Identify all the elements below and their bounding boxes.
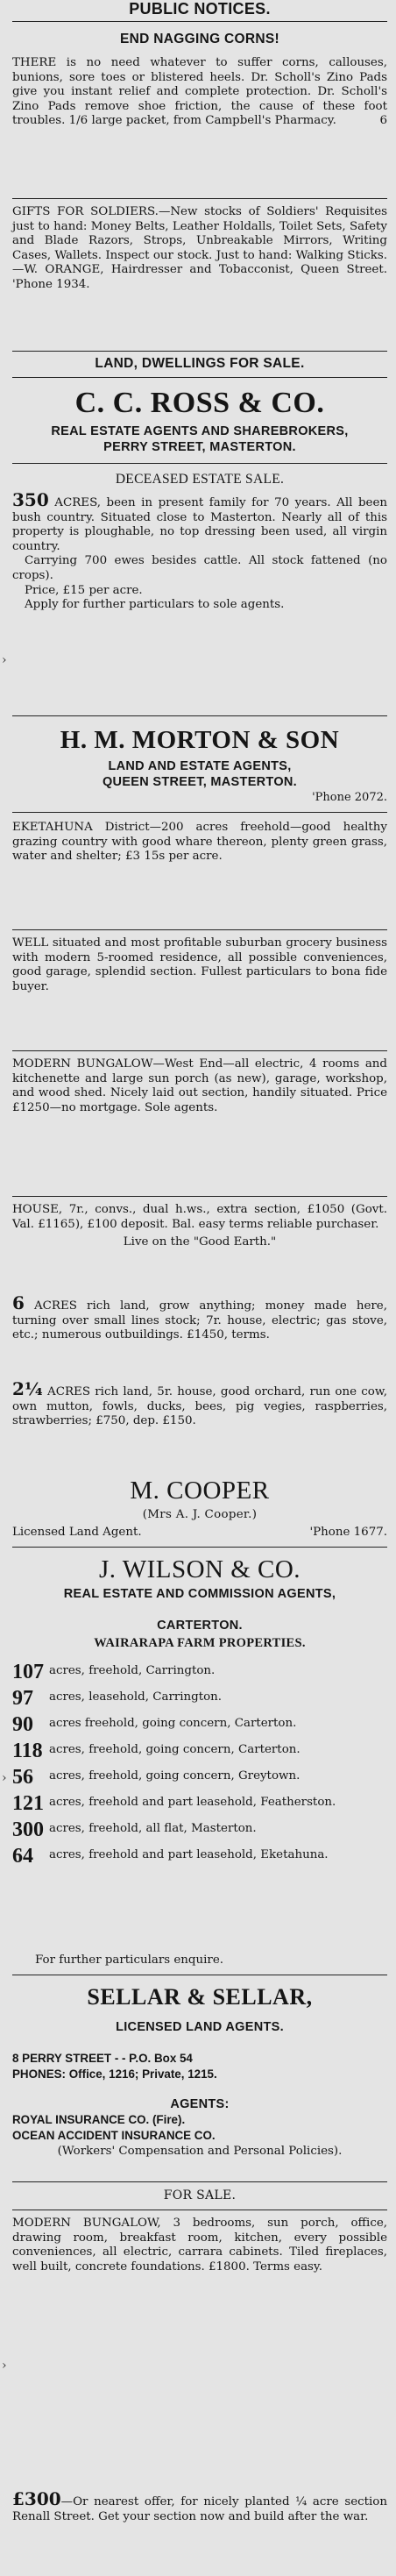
farm-acres: 97 bbox=[12, 1687, 33, 1710]
ross-price: Price, £15 per acre. bbox=[25, 583, 143, 597]
sellar-agent-ocean: OCEAN ACCIDENT INSURANCE CO. bbox=[12, 2129, 216, 2142]
morton-advert-1 bbox=[12, 821, 387, 865]
sellar-advert-2 bbox=[12, 2488, 387, 2524]
farm-listing bbox=[12, 1766, 387, 1789]
morton-ad2-text: WELL situated and most profitable suburban grocery business with modern 5-roomed residence, all possible conveniences, good garage, splendid section. Fullest particulars to bona fide buyer. bbox=[12, 936, 387, 993]
wilson-town: CARTERTON. bbox=[157, 1619, 243, 1633]
morton-address: QUEEN STREET, MASTERTON. bbox=[102, 775, 298, 789]
sellar-subtitle: LICENSED LAND AGENTS. bbox=[116, 2020, 284, 2034]
wilson-farm-heading: WAIRARAPA FARM PROPERTIES. bbox=[94, 1636, 306, 1650]
farm-acres: 56 bbox=[12, 1766, 33, 1789]
sellar-phones: PHONES: Office, 1216; Private, 1215. bbox=[12, 2067, 217, 2081]
cooper-name: M. COOPER bbox=[130, 1477, 270, 1505]
farm-acres: 90 bbox=[12, 1713, 33, 1736]
farm-acres: 300 bbox=[12, 1818, 44, 1841]
divider bbox=[12, 1196, 387, 1197]
wilson-subtitle: REAL ESTATE AND COMMISSION AGENTS, bbox=[63, 1587, 336, 1601]
ross-acres: 350 bbox=[12, 489, 49, 510]
cooper-ad2-num: 6 bbox=[12, 1292, 25, 1313]
farm-acres: 64 bbox=[12, 1845, 33, 1868]
gifts-advert bbox=[12, 205, 387, 293]
corns-heading: END NAGGING CORNS! bbox=[120, 32, 279, 46]
farm-listing bbox=[12, 1687, 387, 1710]
sellar-ad1-text: MODERN BUNGALOW, 3 bedrooms, sun porch, office, drawing room, breakfast room, kitchen, every possible conveniences, all electric, carrara cabinets. Tiled fireplaces, well built, concrete foundations. £1800. Terms easy. bbox=[12, 2217, 387, 2274]
ross-firm-name: C. C. ROSS & CO. bbox=[74, 387, 325, 419]
cooper-ad2-text: ACRES rich land, grow anything; money made here, turning over small lines stock; 7r. house, electric; gas stove, etc.; numerous outbuildings. £1450, terms. bbox=[12, 1299, 387, 1342]
wilson-firm-name: J. WILSON & CO. bbox=[98, 1555, 301, 1583]
farm-listing bbox=[12, 1818, 387, 1841]
farm-description: acres, leasehold, Carrington. bbox=[49, 1690, 223, 1704]
corns-text: THERE is no need whatever to suffer corns, callouses, bunions, sore toes or blistered heels. Dr. Scholl's Zino Pads give you instant relief and complete protection. Dr. Scholl's Zino Pads remove shoe friction, the cause of these foot troubles. 1/6 large packet, from Campbell's Pharmacy. bbox=[12, 56, 387, 128]
morton-firm-name: H. M. MORTON & SON bbox=[60, 726, 340, 754]
ross-address: PERRY STREET, MASTERTON. bbox=[103, 440, 296, 454]
cooper-ad3-num: 2¼ bbox=[12, 1378, 43, 1399]
sellar-advert-1 bbox=[12, 2217, 387, 2274]
margin-mark: › bbox=[2, 1771, 7, 1785]
sellar-address: 8 PERRY STREET - - P.O. Box 54 bbox=[12, 2052, 193, 2065]
divider bbox=[12, 1547, 387, 1548]
cooper-ad3-text: ACRES rich land, 5r. house, good orchard, run one cow, own mutton, fowls, ducks, bees, pig vegies, raspberries, strawberries; £750, dep. £150. bbox=[12, 1385, 387, 1428]
sellar-agent-royal: ROYAL INSURANCE CO. (Fire). bbox=[12, 2113, 186, 2126]
cooper-phone: 'Phone 1677. bbox=[309, 1526, 387, 1539]
divider bbox=[12, 21, 387, 22]
cooper-signature bbox=[12, 1526, 387, 1541]
wilson-farm-list bbox=[12, 1661, 387, 1871]
corns-advert bbox=[12, 56, 387, 129]
morton-ad1-text: EKETAHUNA District—200 acres freehold—good healthy grazing country with good whare thereon, plenty green grass, water and shelter; £3 15s per acre. bbox=[12, 821, 387, 864]
farm-description: acres freehold, going concern, Carterton. bbox=[49, 1717, 297, 1730]
divider bbox=[12, 2181, 387, 2182]
corns-ref: 6 bbox=[379, 114, 387, 128]
cooper-advert-1 bbox=[12, 1203, 387, 1250]
farm-description: acres, freehold and part leasehold, Eketahuna. bbox=[49, 1848, 329, 1861]
sellar-for-sale: FOR SALE. bbox=[163, 2188, 237, 2202]
farm-listing bbox=[12, 1792, 387, 1815]
ross-stock: Carrying 700 ewes besides cattle. All stock fattened (no crops). bbox=[12, 554, 387, 582]
farm-acres: 118 bbox=[12, 1740, 43, 1762]
farm-acres: 121 bbox=[12, 1792, 44, 1815]
farm-description: acres, freehold, Carrington. bbox=[49, 1664, 216, 1677]
divider bbox=[12, 929, 387, 930]
cooper-advert-3 bbox=[12, 1378, 387, 1429]
morton-phone: 'Phone 2072. bbox=[312, 791, 387, 804]
morton-ad3-text: MODERN BUNGALOW—West End—all electric, 4 rooms and kitchenette and large sun porch (as new), garage, workshop, and wood shed. Nicely laid out section, handily situated. Price £1250—no mortgage. Sole agents. bbox=[12, 1057, 387, 1114]
divider bbox=[12, 1050, 387, 1051]
margin-mark: › bbox=[2, 2359, 7, 2373]
sellar-firm-name: SELLAR & SELLAR, bbox=[87, 1984, 313, 2010]
divider bbox=[12, 812, 387, 813]
ross-subtitle: REAL ESTATE AGENTS AND SHAREBROKERS, bbox=[51, 424, 349, 438]
farm-listing bbox=[12, 1713, 387, 1736]
farm-description: acres, freehold, going concern, Carterton. bbox=[49, 1743, 301, 1756]
cooper-earth-line: Live on the "Good Earth." bbox=[123, 1235, 277, 1249]
divider bbox=[12, 351, 387, 352]
divider bbox=[12, 463, 387, 464]
divider bbox=[12, 377, 387, 378]
land-section-title: LAND, DWELLINGS FOR SALE. bbox=[95, 356, 305, 371]
farm-listing bbox=[12, 1740, 387, 1762]
cooper-advert-2 bbox=[12, 1292, 387, 1343]
morton-advert-2 bbox=[12, 936, 387, 994]
ross-advert bbox=[12, 489, 387, 613]
gifts-text: GIFTS FOR SOLDIERS.—New stocks of Soldiers' Requisites just to hand: Money Belts, Leather Holdalls, Toilet Sets, Safety and Blade Razors, Strops, Unbreakable Mirrors, Writing Cases, Wallets. Inspect our stock. Just to hand: Walking Sticks.—W. ORANGE, Hairdresser and Tobacconist, Queen Street. 'Phone 1934. bbox=[12, 205, 387, 291]
cooper-licensed: Licensed Land Agent. bbox=[12, 1526, 142, 1539]
divider bbox=[12, 715, 387, 716]
sellar-agent-note: (Workers' Compensation and Personal Policies). bbox=[57, 2145, 343, 2158]
wilson-footer: For further particulars enquire. bbox=[35, 1953, 223, 1967]
farm-description: acres, freehold, going concern, Greytown. bbox=[49, 1769, 301, 1783]
cooper-ad1-text: HOUSE, 7r., convs., dual h.ws., extra section, £1050 (Govt. Val. £1165), £100 deposit. Bal. easy terms reliable purchaser. bbox=[12, 1203, 387, 1231]
margin-mark: › bbox=[2, 653, 7, 667]
sellar-ad2-price: £300 bbox=[12, 2488, 61, 2509]
cooper-person: (Mrs A. J. Cooper.) bbox=[142, 1508, 258, 1521]
farm-listing bbox=[12, 1661, 387, 1683]
public-notices-title: PUBLIC NOTICES. bbox=[129, 0, 271, 18]
farm-acres: 107 bbox=[12, 1661, 44, 1683]
sellar-ad2-text: —Or nearest offer, for nicely planted ¼ acre section Renall Street. Get your section now and build after the war. bbox=[12, 2495, 387, 2523]
morton-subtitle: LAND AND ESTATE AGENTS, bbox=[108, 759, 292, 773]
ross-sale-heading: DECEASED ESTATE SALE. bbox=[115, 472, 285, 487]
farm-listing bbox=[12, 1845, 387, 1868]
farm-description: acres, freehold and part leasehold, Featherston. bbox=[49, 1796, 336, 1809]
sellar-agents-heading: AGENTS: bbox=[170, 2097, 230, 2111]
farm-description: acres, freehold, all flat, Masterton. bbox=[49, 1822, 257, 1835]
divider bbox=[12, 198, 387, 199]
ross-text: ACRES, been in present family for 70 years. All been bush country. Situated close to Masterton. Nearly all of this property is ploughable, no top dressing been used, all virgin country. bbox=[12, 496, 387, 553]
ross-apply: Apply for further particulars to sole agents. bbox=[25, 598, 285, 612]
morton-advert-3 bbox=[12, 1057, 387, 1115]
